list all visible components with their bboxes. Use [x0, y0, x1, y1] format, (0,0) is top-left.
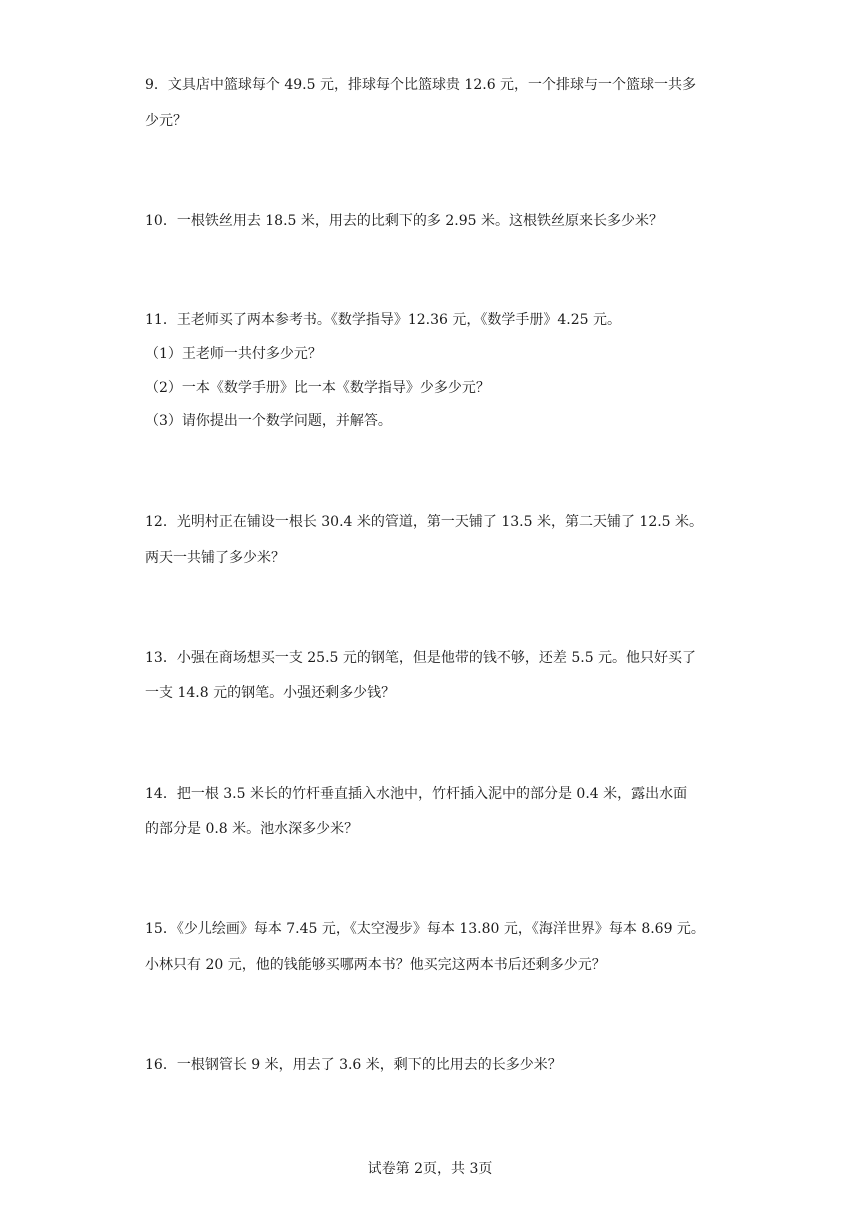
question-text-line: 小林只有 20 元，他的钱能够买哪两本书？他买完这两本书后还剩多少元？	[145, 957, 606, 973]
question-text-line: 9．文具店中篮球每个 49.5 元，排球每个比篮球贵 12.6 元，一个排球与一个篮球一共多	[145, 77, 697, 93]
question-text-line: 13．小强在商场想买一支 25.5 元的钢笔，但是他带的钱不够，还差 5.5 元。他只好买了	[145, 650, 697, 666]
question-text-line: 10．一根铁丝用去 18.5 米，用去的比剩下的多 2.95 米。这根铁丝原来长多少米？	[145, 213, 663, 229]
question-text-line: 两天一共铺了多少米？	[145, 550, 285, 566]
question-text-line: 16．一根钢管长 9 米，用去了 3.6 米，剩下的比用去的长多少米？	[145, 1057, 562, 1073]
question-text-line: 少元？	[145, 113, 187, 129]
sub-question-2: （2）一本《数学手册》比一本《数学指导》少多少元？	[145, 380, 490, 396]
sub-question-3: （3）请你提出一个数学问题，并解答。	[145, 413, 392, 429]
sub-question-1: （1）王老师一共付多少元？	[145, 346, 322, 362]
question-text-line: 的部分是 0.8 米。池水深多少米？	[145, 821, 359, 837]
question-text-line: 15．《少儿绘画》每本 7.45 元，《太空漫步》每本 13.80 元，《海洋世界》每本 8.69 元。	[145, 921, 705, 937]
question-text-line: 11．王老师买了两本参考书。《数学指导》12.36 元，《数学手册》4.25 元。	[145, 312, 621, 328]
question-text-line: 一支 14.8 元的钢笔。小强还剩多少钱？	[145, 685, 396, 701]
question-text-line: 12．光明村正在铺设一根长 30.4 米的管道，第一天铺了 13.5 米，第二天铺了 12.5 米。	[145, 514, 704, 530]
page-footer: 试卷第 2页，共 3页	[367, 1161, 493, 1177]
question-text-line: 14．把一根 3.5 米长的竹杆垂直插入水池中，竹杆插入泥中的部分是 0.4 米，露出水面	[145, 786, 688, 802]
